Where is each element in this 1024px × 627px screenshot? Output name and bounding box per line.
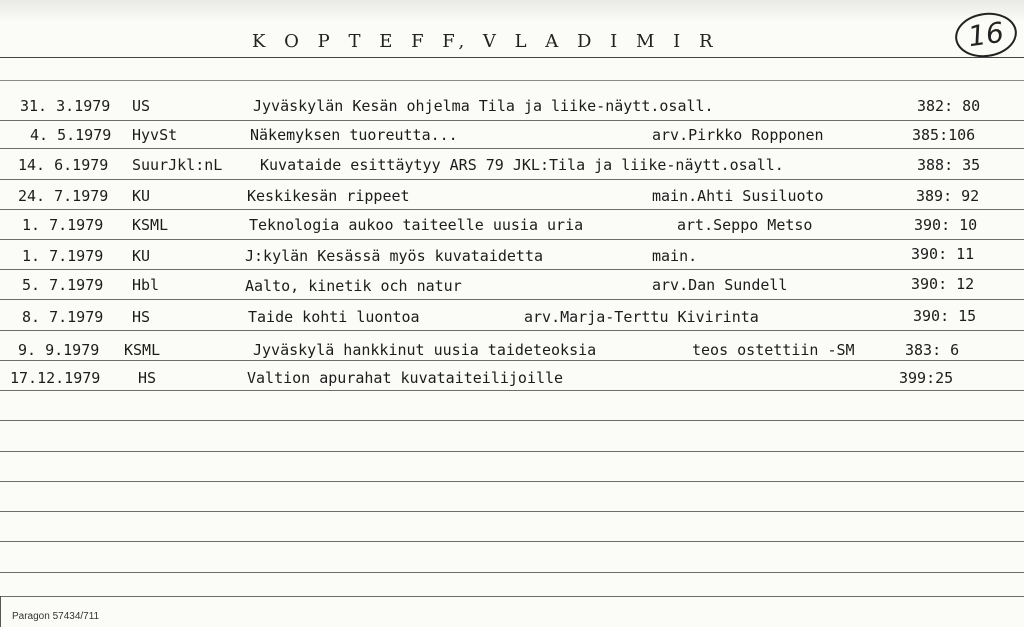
entry-title: Teknologia aukoo taiteelle uusia uria (249, 216, 584, 234)
card-footer-print: Paragon 57434/711 (12, 611, 100, 622)
entry-author: art.Seppo Metso (677, 216, 813, 234)
entry-ref: 388: 35 (917, 156, 981, 174)
entry-date: 24. 7.1979 (18, 187, 109, 205)
entry-source: HS (138, 369, 157, 387)
ruled-line (0, 179, 1024, 180)
entry-title: J:kylän Kesässä myös kuvataidetta (245, 247, 544, 265)
entry-date: 4. 5.1979 (30, 126, 112, 144)
entry-date: 14. 6.1979 (18, 156, 109, 174)
entry-ref: 385:106 (912, 126, 976, 144)
card-number-circle: 16 (952, 9, 1020, 61)
entry-author: arv.Dan Sundell (652, 276, 788, 294)
ruled-line (0, 360, 1024, 361)
left-margin-tick (0, 596, 2, 627)
card-heading-name: K O P T E F F, V L A D I M I R (252, 31, 720, 52)
ruled-line (0, 120, 1024, 121)
heading-rule (0, 57, 1024, 58)
entry-source: KSML (132, 216, 169, 234)
entry-source: SuurJkl:nL (132, 156, 223, 174)
entry-ref: 390: 11 (911, 245, 975, 263)
ruled-line (0, 330, 1024, 331)
entry-source: KU (132, 247, 151, 265)
entry-title: Aalto, kinetik och natur (245, 277, 462, 295)
ruled-line (0, 451, 1024, 452)
entry-title: Taide kohti luontoa (248, 308, 420, 326)
ruled-line (0, 269, 1024, 270)
ruled-line (0, 596, 1024, 597)
entry-author: arv.Marja-Terttu Kivirinta (524, 308, 759, 326)
entry-author: teos ostettiin -SM (692, 341, 855, 359)
entry-source: US (132, 97, 151, 115)
entry-ref: 389: 92 (916, 187, 980, 205)
entry-date: 5. 7.1979 (22, 276, 104, 294)
card-top-edge (0, 0, 1024, 22)
ruled-line (0, 572, 1024, 573)
entry-date: 9. 9.1979 (18, 341, 100, 359)
entry-source: Hbl (132, 276, 160, 294)
entry-date: 17.12.1979 (10, 369, 101, 387)
entry-title: Valtion apurahat kuvataiteilijoille (247, 369, 564, 387)
entry-title: Jyväskylä hankkinut uusia taideteoksia (253, 341, 597, 359)
entry-date: 8. 7.1979 (22, 308, 104, 326)
entry-title: Keskikesän rippeet (247, 187, 410, 205)
ruled-line (0, 420, 1024, 421)
entry-source: HyvSt (132, 126, 178, 144)
entry-date: 31. 3.1979 (20, 97, 111, 115)
entry-author: arv.Pirkko Ropponen (652, 126, 824, 144)
entry-ref: 399:25 (899, 369, 954, 387)
entry-ref: 382: 80 (917, 97, 981, 115)
ruled-line (0, 390, 1024, 391)
ruled-line (0, 481, 1024, 482)
entry-ref: 383: 6 (905, 341, 960, 359)
entry-date: 1. 7.1979 (22, 247, 104, 265)
entry-ref: 390: 10 (914, 216, 978, 234)
entry-ref: 390: 15 (913, 307, 977, 325)
ruled-line (0, 148, 1024, 149)
entry-date: 1. 7.1979 (22, 216, 104, 234)
entry-source: KU (132, 187, 151, 205)
entry-ref: 390: 12 (911, 275, 975, 293)
ruled-line (0, 541, 1024, 542)
ruled-line (0, 511, 1024, 512)
ruled-line (0, 209, 1024, 210)
entry-title: Kuvataide esittäytyy ARS 79 JKL:Tila ja liike-näytt.osall. (260, 156, 784, 174)
ruled-line (0, 239, 1024, 240)
entry-author: main. (652, 247, 698, 265)
ruled-line (0, 299, 1024, 300)
entry-source: KSML (124, 341, 161, 359)
ruled-line (0, 80, 1024, 81)
entry-source: HS (132, 308, 151, 326)
entry-title: Jyväskylän Kesän ohjelma Tila ja liike-näytt.osall. (253, 97, 714, 115)
entry-author: main.Ahti Susiluoto (652, 187, 824, 205)
entry-title: Näkemyksen tuoreutta... (250, 126, 458, 144)
